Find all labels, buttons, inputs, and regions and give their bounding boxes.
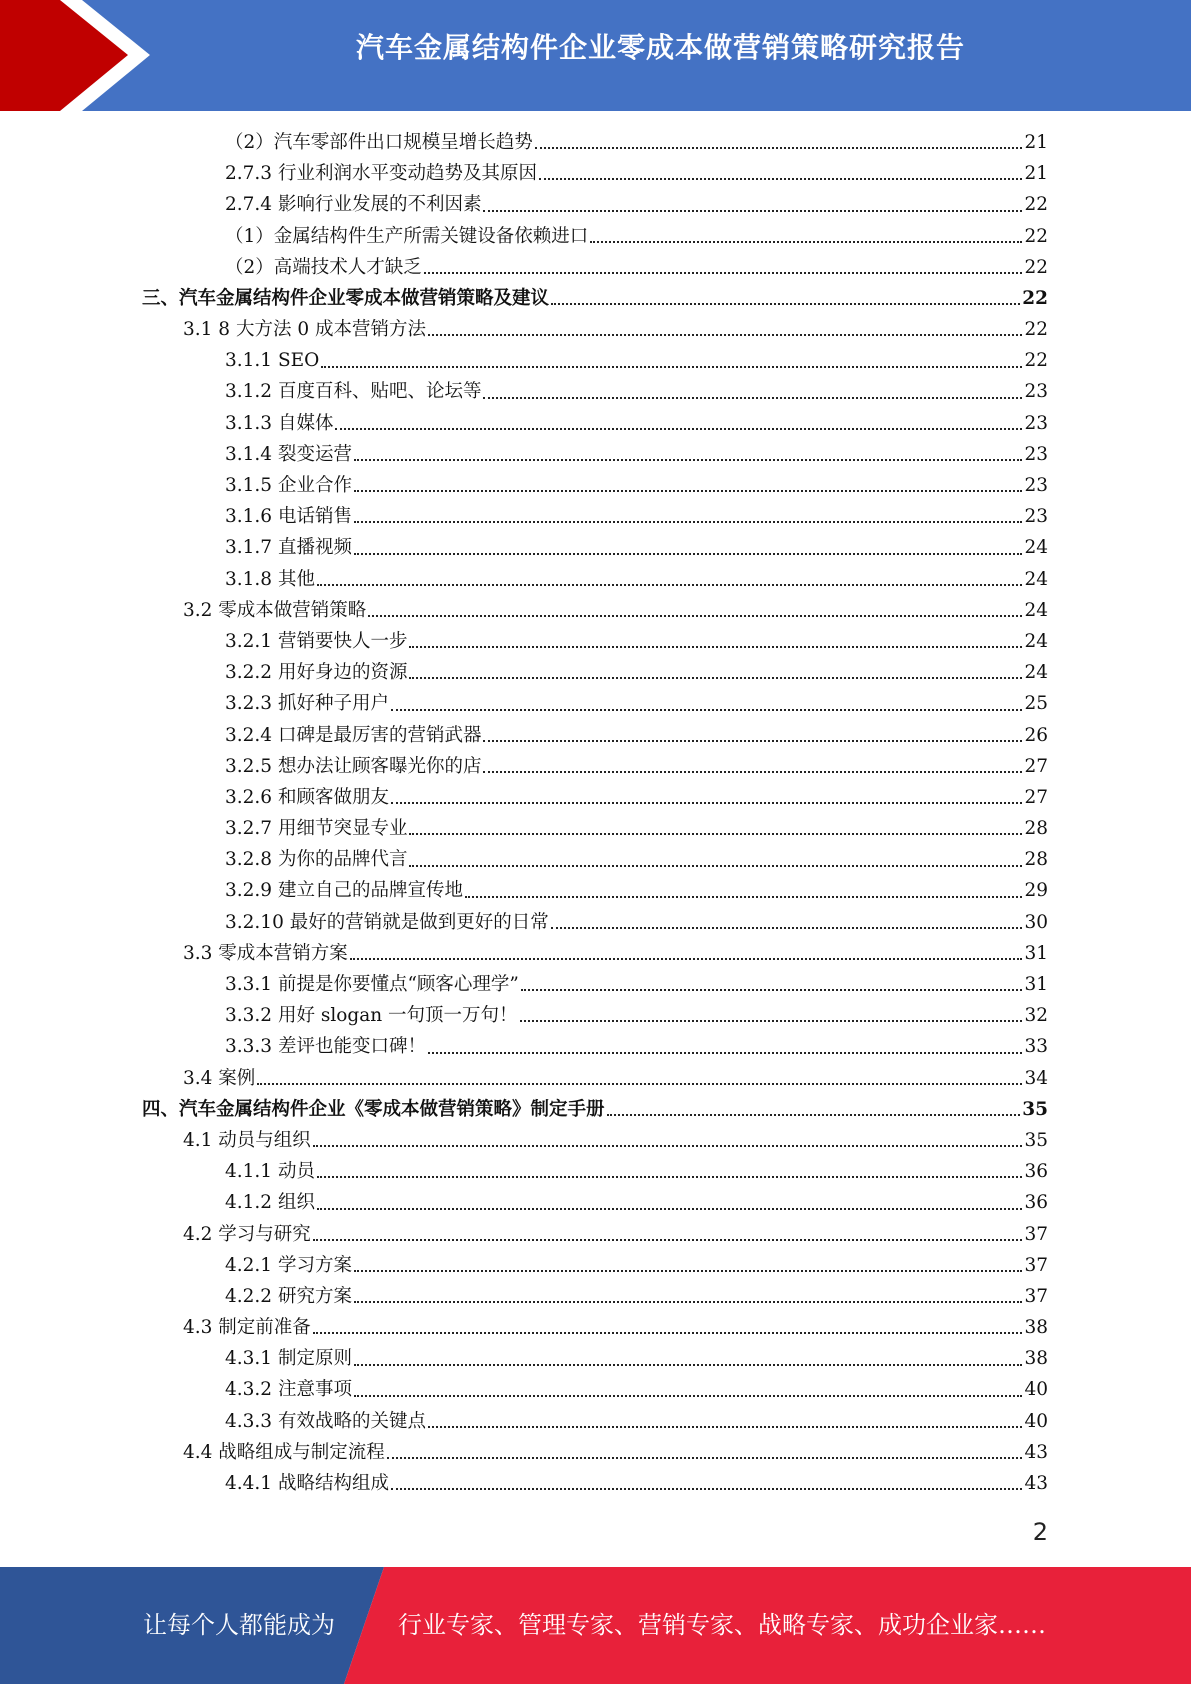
toc-dot-leader <box>483 771 1022 773</box>
toc-dot-leader <box>551 303 1020 305</box>
toc-entry[interactable] <box>142 595 1048 626</box>
toc-entry-page: 33 <box>1024 1036 1048 1058</box>
toc-entry-page: 37 <box>1024 1254 1048 1276</box>
toc-entry[interactable] <box>142 1187 1048 1218</box>
toc-entry[interactable] <box>142 1219 1048 1250</box>
toc-dot-leader <box>590 241 1022 243</box>
toc-entry-page: 36 <box>1024 1192 1048 1214</box>
toc-dot-leader <box>321 366 1022 368</box>
footer-slogan-right: 行业专家、管理专家、营销专家、战略专家、成功企业家…… <box>398 1611 1046 1639</box>
toc-entry-title: 4.4.1 战略结构组成 <box>225 1473 389 1495</box>
toc-dot-leader <box>483 397 1022 399</box>
toc-entry-page: 24 <box>1024 568 1048 590</box>
toc-entry-title: 4.1 动员与组织 <box>183 1129 311 1151</box>
toc-entry[interactable] <box>142 564 1048 595</box>
toc-entry-title: 3.1.8 其他 <box>225 568 315 590</box>
toc-dot-leader <box>317 584 1023 586</box>
page-header <box>0 0 1191 111</box>
toc-dot-leader <box>257 1083 1022 1085</box>
toc-entry-title: 3.2.8 为你的品牌代言 <box>225 849 408 871</box>
toc-entry-title: 3.1.6 电话销售 <box>225 506 352 528</box>
toc-entry-title: 3.1.7 直播视频 <box>225 537 352 559</box>
toc-entry[interactable] <box>142 1094 1048 1125</box>
toc-entry-page: 43 <box>1024 1473 1048 1495</box>
toc-entry-page: 23 <box>1024 381 1048 403</box>
toc-dot-leader <box>428 1426 1022 1428</box>
toc-entry-page: 31 <box>1024 974 1048 996</box>
toc-entry[interactable] <box>142 688 1048 719</box>
toc-entry-title: 3.2.3 抓好种子用户 <box>225 693 389 715</box>
toc-entry-page: 32 <box>1024 1005 1048 1027</box>
toc-entry-page: 23 <box>1024 443 1048 465</box>
footer-slogan-left: 让每个人都能成为 <box>143 1611 335 1639</box>
toc-dot-leader <box>354 1364 1023 1366</box>
toc-entry[interactable] <box>142 221 1048 252</box>
toc-dot-leader <box>409 677 1022 679</box>
toc-entry-title: 3.4 案例 <box>183 1067 256 1089</box>
toc-dot-leader <box>391 1488 1022 1490</box>
toc-entry-page: 34 <box>1024 1067 1048 1089</box>
toc-entry-page: 40 <box>1024 1379 1048 1401</box>
toc-entry-page: 26 <box>1024 724 1048 746</box>
table-of-contents <box>142 127 1048 1499</box>
toc-dot-leader <box>409 646 1022 648</box>
toc-entry[interactable] <box>142 782 1048 813</box>
toc-entry[interactable] <box>142 283 1048 314</box>
toc-entry-page: 38 <box>1024 1348 1048 1370</box>
toc-entry-title: 2.7.3 行业利润水平变动趋势及其原因 <box>225 163 537 185</box>
toc-entry[interactable] <box>142 1281 1048 1312</box>
toc-dot-leader <box>539 178 1022 180</box>
toc-entry[interactable] <box>142 1250 1048 1281</box>
toc-entry[interactable] <box>142 314 1048 345</box>
toc-entry-title: （2）汽车零部件出口规模呈增长趋势 <box>225 131 533 153</box>
toc-entry-title: 3.3.1 前提是你要懂点“顾客心理学” <box>225 974 519 996</box>
toc-dot-leader <box>313 1145 1023 1147</box>
toc-dot-leader <box>465 896 1022 898</box>
toc-entry-page: 31 <box>1024 942 1048 964</box>
toc-entry-page: 23 <box>1024 475 1048 497</box>
toc-entry-title: 3.2.1 营销要快人一步 <box>225 630 408 652</box>
toc-dot-leader <box>520 1020 1023 1022</box>
toc-entry[interactable] <box>142 1125 1048 1156</box>
toc-entry[interactable] <box>142 907 1048 938</box>
toc-entry[interactable] <box>142 158 1048 189</box>
toc-dot-leader <box>391 709 1022 711</box>
toc-entry[interactable] <box>142 189 1048 220</box>
toc-entry-page: 24 <box>1024 662 1048 684</box>
toc-entry-title: 3.2.2 用好身边的资源 <box>225 662 408 684</box>
toc-entry-page: 43 <box>1024 1441 1048 1463</box>
toc-entry-page: 28 <box>1024 818 1048 840</box>
toc-entry-title: 3.2 零成本做营销策略 <box>183 599 367 621</box>
toc-entry-title: 3.1.4 裂变运营 <box>225 443 352 465</box>
toc-dot-leader <box>428 1052 1022 1054</box>
toc-entry[interactable] <box>142 751 1048 782</box>
toc-entry-page: 22 <box>1024 319 1048 341</box>
toc-dot-leader <box>313 1332 1023 1334</box>
toc-entry[interactable] <box>142 1000 1048 1031</box>
toc-entry[interactable] <box>142 127 1048 158</box>
toc-dot-leader <box>607 1114 1021 1116</box>
page-number: 2 <box>1032 1518 1048 1546</box>
toc-entry-title: 4.1.2 组织 <box>225 1192 315 1214</box>
toc-dot-leader <box>354 1395 1023 1397</box>
toc-entry[interactable] <box>142 408 1048 439</box>
toc-dot-leader <box>409 865 1022 867</box>
toc-dot-leader <box>424 272 1023 274</box>
report-title: 汽车金属结构件企业零成本做营销策略研究报告 <box>355 31 965 64</box>
toc-entry-title: 4.4 战略组成与制定流程 <box>183 1441 385 1463</box>
toc-entry-title: 3.2.7 用细节突显专业 <box>225 818 408 840</box>
toc-entry-page: 24 <box>1024 599 1048 621</box>
toc-entry-page: 25 <box>1024 693 1048 715</box>
toc-entry[interactable] <box>142 844 1048 875</box>
toc-dot-leader <box>317 1208 1023 1210</box>
toc-entry[interactable] <box>142 876 1048 907</box>
toc-entry-page: 24 <box>1024 537 1048 559</box>
toc-entry[interactable] <box>142 657 1048 688</box>
toc-entry-title: 4.3 制定前准备 <box>183 1317 311 1339</box>
toc-entry-page: 28 <box>1024 849 1048 871</box>
toc-entry-title: 4.3.2 注意事项 <box>225 1379 352 1401</box>
toc-dot-leader <box>387 1457 1023 1459</box>
toc-dot-leader <box>551 927 1023 929</box>
toc-entry[interactable] <box>142 501 1048 532</box>
toc-dot-leader <box>354 490 1023 492</box>
toc-entry[interactable] <box>142 470 1048 501</box>
toc-entry-title: 4.3.3 有效战略的关键点 <box>225 1410 426 1432</box>
toc-dot-leader <box>354 521 1023 523</box>
toc-entry-title: 四、汽车金属结构件企业《零成本做营销策略》制定手册 <box>142 1098 605 1120</box>
toc-entry-page: 23 <box>1024 506 1048 528</box>
toc-entry-page: 27 <box>1024 755 1048 777</box>
toc-dot-leader <box>354 553 1023 555</box>
toc-entry-page: 38 <box>1024 1317 1048 1339</box>
toc-entry-page: 36 <box>1024 1161 1048 1183</box>
toc-entry-title: 4.2 学习与研究 <box>183 1223 311 1245</box>
toc-entry-page: 24 <box>1024 630 1048 652</box>
toc-entry-page: 37 <box>1024 1285 1048 1307</box>
toc-entry-title: 2.7.4 影响行业发展的不利因素 <box>225 194 482 216</box>
toc-entry-page: 23 <box>1024 412 1048 434</box>
toc-entry-title: 4.1.1 动员 <box>225 1161 315 1183</box>
toc-dot-leader <box>391 802 1022 804</box>
toc-dot-leader <box>483 740 1022 742</box>
toc-entry[interactable] <box>142 1063 1048 1094</box>
toc-entry-page: 37 <box>1024 1223 1048 1245</box>
toc-entry-title: （1）金属结构件生产所需关键设备依赖进口 <box>225 225 589 247</box>
toc-dot-leader <box>428 334 1022 336</box>
toc-entry-page: 22 <box>1024 256 1048 278</box>
toc-dot-leader <box>535 147 1023 149</box>
toc-entry-title: 3.1.1 SEO <box>225 350 320 372</box>
toc-entry-page: 40 <box>1024 1410 1048 1432</box>
toc-entry-title: 4.3.1 制定原则 <box>225 1348 352 1370</box>
toc-dot-leader <box>313 1239 1023 1241</box>
toc-entry-title: 3.3.2 用好 slogan 一句顶一万句！ <box>225 1005 518 1027</box>
toc-entry[interactable] <box>142 1312 1048 1343</box>
toc-entry-page: 27 <box>1024 786 1048 808</box>
toc-dot-leader <box>354 1270 1023 1272</box>
toc-entry[interactable] <box>142 813 1048 844</box>
toc-entry[interactable] <box>142 938 1048 969</box>
toc-dot-leader <box>335 428 1022 430</box>
toc-entry-page: 35 <box>1024 1129 1048 1151</box>
toc-entry-title: 3.2.4 口碑是最厉害的营销武器 <box>225 724 482 746</box>
toc-dot-leader <box>350 958 1023 960</box>
toc-entry[interactable] <box>142 1343 1048 1374</box>
toc-entry[interactable] <box>142 1375 1048 1406</box>
toc-dot-leader <box>409 833 1022 835</box>
toc-entry-title: 3.3 零成本营销方案 <box>183 942 348 964</box>
toc-entry[interactable] <box>142 626 1048 657</box>
toc-dot-leader <box>317 1176 1023 1178</box>
toc-entry-title: 3.2.5 想办法让顾客曝光你的店 <box>225 755 482 777</box>
toc-entry-page: 21 <box>1024 163 1048 185</box>
toc-dot-leader <box>483 210 1022 212</box>
toc-entry-title: 4.2.1 学习方案 <box>225 1254 352 1276</box>
toc-entry-title: （2）高端技术人才缺乏 <box>225 256 422 278</box>
toc-entry[interactable] <box>142 1156 1048 1187</box>
toc-entry-title: 3.1.2 百度百科、贴吧、论坛等 <box>225 381 482 403</box>
toc-entry-title: 三、汽车金属结构件企业零成本做营销策略及建议 <box>142 287 550 309</box>
toc-entry-page: 22 <box>1022 287 1048 309</box>
toc-entry-title: 3.2.10 最好的营销就是做到更好的日常 <box>225 911 549 933</box>
toc-entry-title: 3.1 8 大方法 0 成本营销方法 <box>183 319 426 341</box>
toc-entry-page: 29 <box>1024 880 1048 902</box>
toc-entry-title: 3.1.3 自媒体 <box>225 412 334 434</box>
toc-entry-title: 3.2.9 建立自己的品牌宣传地 <box>225 880 463 902</box>
toc-entry[interactable] <box>142 1031 1048 1062</box>
toc-entry[interactable] <box>142 439 1048 470</box>
toc-dot-leader <box>354 459 1023 461</box>
toc-entry-page: 22 <box>1024 194 1048 216</box>
toc-entry[interactable] <box>142 345 1048 376</box>
toc-entry[interactable] <box>142 1406 1048 1437</box>
toc-entry[interactable] <box>142 1437 1048 1468</box>
toc-entry-title: 3.3.3 差评也能变口碑！ <box>225 1036 426 1058</box>
toc-dot-leader <box>368 615 1022 617</box>
toc-entry-title: 4.2.2 研究方案 <box>225 1285 352 1307</box>
toc-dot-leader <box>354 1301 1023 1303</box>
toc-entry[interactable] <box>142 252 1048 283</box>
toc-dot-leader <box>521 989 1023 991</box>
toc-entry[interactable] <box>142 720 1048 751</box>
toc-entry[interactable] <box>142 377 1048 408</box>
toc-entry-page: 22 <box>1024 225 1048 247</box>
page-footer <box>0 1567 1191 1684</box>
toc-entry-page: 35 <box>1022 1098 1048 1120</box>
toc-entry-title: 3.2.6 和顾客做朋友 <box>225 786 389 808</box>
toc-entry-page: 21 <box>1024 131 1048 153</box>
toc-entry[interactable] <box>142 1468 1048 1499</box>
toc-entry-title: 3.1.5 企业合作 <box>225 475 352 497</box>
toc-entry-page: 30 <box>1024 911 1048 933</box>
toc-entry-page: 22 <box>1024 350 1048 372</box>
toc-entry[interactable] <box>142 532 1048 563</box>
toc-entry[interactable] <box>142 969 1048 1000</box>
